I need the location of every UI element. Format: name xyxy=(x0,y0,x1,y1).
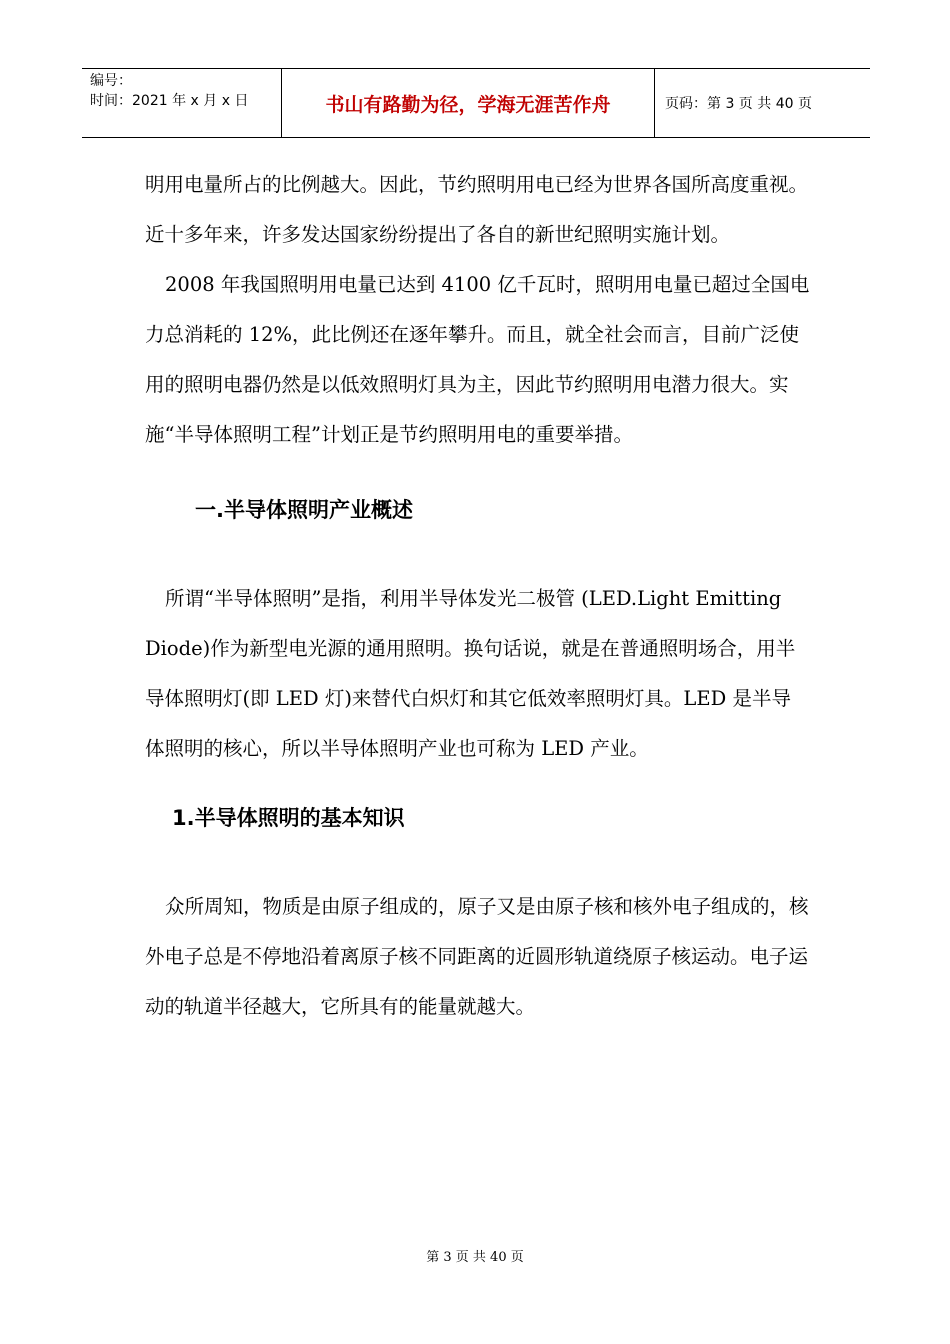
page-header xyxy=(82,68,870,138)
section-heading-1: 一.半导体照明产业概述 xyxy=(195,498,413,522)
paragraph-2: 2008 年我国照明用电量已达到 4100 亿千瓦时，照明用电量已超过全国电力总消耗的 12%，此比例还在逐年攀升。而且，就全社会而言，目前广泛使用的照明电器仍然是以低效照明灯具为主，因此节约照明用电潜力很大。实施“半导体照明工程”计划正是节约照明用电的重要举措。 xyxy=(145,273,810,446)
document-time-label: 时间：2021 年 x 月 x 日 xyxy=(90,93,249,109)
document-body xyxy=(145,160,810,1032)
document-number-label: 编号： xyxy=(90,73,132,89)
header-meta xyxy=(82,69,282,137)
paragraph-4: 众所周知，物质是由原子组成的，原子又是由原子核和核外电子组成的，核外电子总是不停地沿着离原子核不同距离的近圆形轨道绕原子核运动。电子运动的轨道半径越大，它所具有的能量就越大。 xyxy=(145,895,809,1018)
page-footer: 第 3 页 共 40 页 xyxy=(426,1250,524,1265)
header-motto: 书山有路勤为径，学海无涯苦作舟 xyxy=(282,69,655,137)
section-heading-2: 1.半导体照明的基本知识 xyxy=(172,806,405,830)
paragraph-3: 所谓“半导体照明”是指，利用半导体发光二极管 (LED.Light Emitting Diode)作为新型电光源的通用照明。换句话说，就是在普通照明场合，用半导体照明灯(即 LED 灯)来替代白炽灯和其它低效率照明灯具。LED 是半导体照明的核心，所以半导体照明产业也可称为 LED 产业。 xyxy=(145,587,796,760)
paragraph-1: 明用电量所占的比例越大。因此，节约照明用电已经为世界各国所高度重视。近十多年来，许多发达国家纷纷提出了各自的新世纪照明实施计划。 xyxy=(145,173,809,246)
header-page-info: 页码：第 3 页 共 40 页 xyxy=(665,96,812,112)
